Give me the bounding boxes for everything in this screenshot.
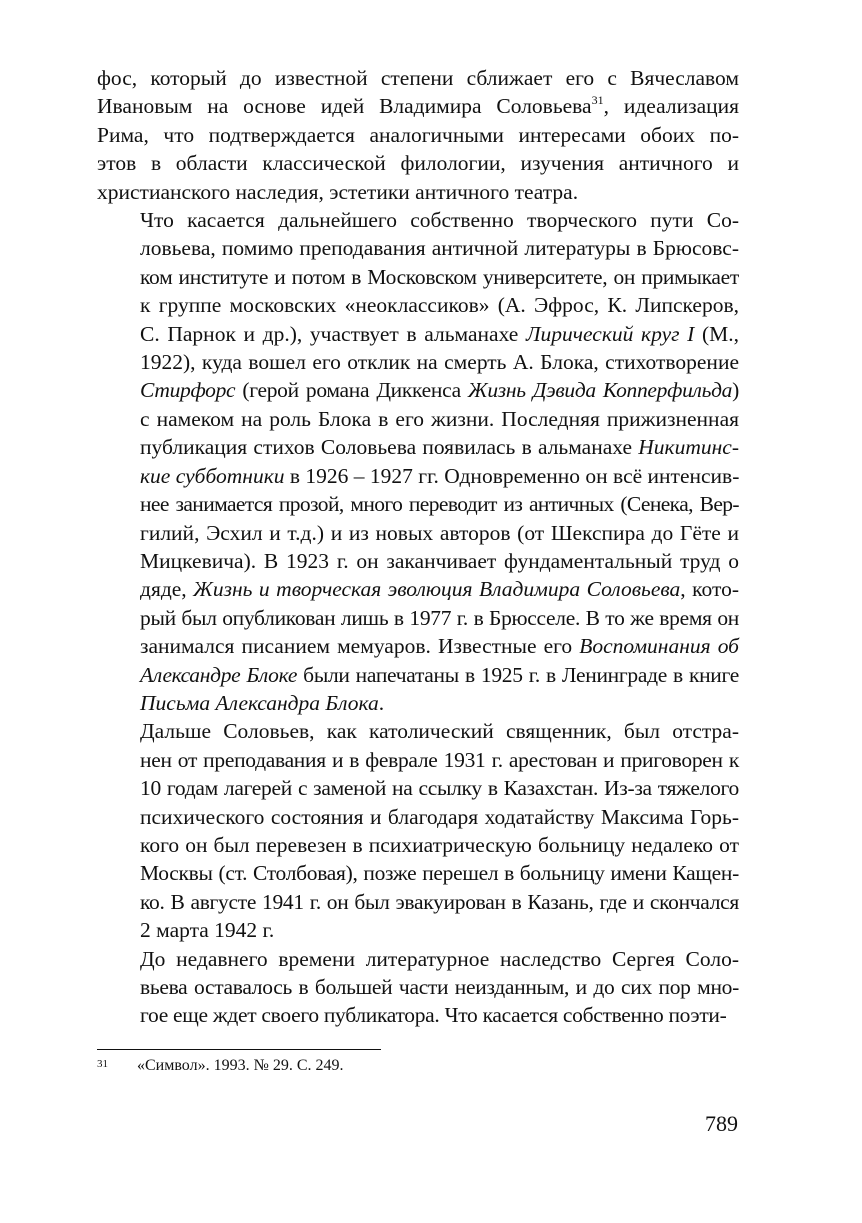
text-segment: к группе московских «неоклассиков» (А. Эфрос, К. Липскеров, xyxy=(140,293,739,318)
text-segment: (М., xyxy=(694,321,740,346)
text-segment: , идеализация xyxy=(603,94,740,119)
text-line xyxy=(97,689,739,717)
text-line xyxy=(97,1001,739,1029)
text-line xyxy=(97,632,739,660)
text-line xyxy=(97,178,739,206)
text-segment: Рима, что подтверждается аналогичными интересами обоих по- xyxy=(97,122,739,147)
text-segment: С. Парнок и др.), участвует в альманахе xyxy=(140,321,526,346)
text-line xyxy=(97,462,739,490)
text-line xyxy=(97,604,739,632)
text-line xyxy=(97,519,739,547)
text-segment: Что касается дальнейшего собственно творческого пути Со- xyxy=(140,208,739,233)
text-segment: были напечатаны в 1925 г. в Ленинграде в книге xyxy=(297,662,739,687)
text-line xyxy=(97,376,739,404)
text-segment: , кото- xyxy=(680,577,739,602)
text-segment: с намеком на роль Блока в его жизни. Последняя прижизненная xyxy=(140,406,739,431)
text-segment: нен от преподавания и в феврале 1931 г. арестован и приговорен к xyxy=(140,747,739,772)
text-line xyxy=(97,320,739,348)
text-segment: фос, который до известной степени сближает его с Вячеславом xyxy=(97,66,739,90)
text-line xyxy=(97,64,739,92)
text-segment: ловьева, помимо преподавания античной литературы в Брюсовс- xyxy=(140,236,739,261)
text-line xyxy=(97,774,739,802)
text-segment: рый был опубликован лишь в 1977 г. в Брюсселе. В то же время он xyxy=(140,605,739,630)
text-line xyxy=(97,859,739,887)
text-segment: До недавнего времени литературное наследство Сергея Соло- xyxy=(140,946,739,971)
text-line xyxy=(97,888,739,916)
text-segment: ) xyxy=(732,378,740,403)
text-segment: занимался писанием мемуаров. Известные его xyxy=(140,634,580,659)
italic-title: Лирический круг I xyxy=(525,321,695,346)
page-number: 789 xyxy=(705,1111,738,1136)
text-segment: Дальше Соловьев, как католический священник, был отстра- xyxy=(140,719,739,744)
footnote-number: 31 xyxy=(97,1058,108,1070)
text-segment: ко. В августе 1941 г. он был эвакуирован в Казань, где и скончался xyxy=(140,889,739,914)
text-segment: 1922), куда вошел его отклик на смерть А. Блока, стихотворение xyxy=(140,350,739,375)
text-segment: 10 годам лагерей с заменой на ссылку в Казахстан. Из-за тяжелого xyxy=(140,776,739,801)
text-line xyxy=(97,263,739,291)
text-segment: 2 марта 1942 г. xyxy=(140,918,275,943)
italic-title: Письма Александра Блока xyxy=(140,690,379,715)
italic-title: Александре Блоке xyxy=(140,662,298,687)
text-line xyxy=(97,717,739,745)
italic-title: кие субботники xyxy=(140,463,285,488)
text-line xyxy=(97,234,739,262)
footnote-divider xyxy=(97,1049,381,1050)
text-line xyxy=(97,973,739,1001)
text-line xyxy=(97,831,739,859)
text-line xyxy=(97,433,739,461)
footnote-text: «Символ». 1993. № 29. С. 249. xyxy=(137,1057,344,1074)
text-segment: Ивановым на основе идей Владимира Соловьева xyxy=(97,94,592,119)
text-segment: нее занимается прозой, много переводит из античных (Сенека, Вер- xyxy=(140,492,739,517)
text-segment: Москвы (ст. Столбовая), позже перешел в больницу имени Кащен- xyxy=(140,861,739,886)
text-segment: дяде, xyxy=(140,577,194,602)
text-line xyxy=(97,746,739,774)
text-segment: христианского наследия, эстетики античного театра. xyxy=(97,179,579,204)
text-line xyxy=(97,803,739,831)
italic-title: Воспоминания об xyxy=(579,634,739,659)
text-line xyxy=(97,661,739,689)
text-line xyxy=(97,547,739,575)
text-segment: . xyxy=(378,690,385,715)
italic-title: Жизнь Дэвида Копперфильда xyxy=(467,378,733,403)
italic-title: Стирфорс xyxy=(140,378,236,403)
text-line xyxy=(97,575,739,603)
text-line xyxy=(97,206,739,234)
footnote-reference: 31 xyxy=(591,93,604,108)
text-line xyxy=(97,291,739,319)
text-segment: гилий, Эсхил и т.д.) и из новых авторов (от Шекспира до Гёте и xyxy=(140,520,739,545)
paragraph xyxy=(97,717,739,944)
text-line xyxy=(97,149,739,177)
text-line xyxy=(97,945,739,973)
text-line xyxy=(97,490,739,518)
paragraph xyxy=(97,945,739,1030)
text-segment: (герой романа Диккенса xyxy=(235,378,468,403)
text-line xyxy=(97,92,739,120)
text-line xyxy=(97,348,739,376)
text-line xyxy=(97,121,739,149)
paragraph xyxy=(97,64,739,206)
text-segment: публикация стихов Соловьева появилась в альманахе xyxy=(140,435,639,460)
text-segment: кого он был перевезен в психиатрическую больницу недалеко от xyxy=(140,832,739,857)
italic-title: Жизнь и творческая эволюция Владимира Соловьева xyxy=(193,577,681,602)
text-segment: в 1926 – 1927 гг. Одновременно он всё интенсив- xyxy=(284,463,740,488)
text-line xyxy=(97,916,739,944)
text-line xyxy=(97,405,739,433)
text-segment: вьева оставалось в большей части неизданным, и до сих пор мно- xyxy=(140,975,739,999)
page-body-text xyxy=(97,64,739,1030)
text-segment: ком институте и потом в Московском университете, он примыкает xyxy=(140,264,739,289)
italic-title: Никитинс- xyxy=(638,435,739,460)
text-segment: этов в области классической филологии, изучения античного и xyxy=(97,151,739,176)
text-segment: Мицкевича). В 1923 г. он заканчивает фундаментальный труд о xyxy=(140,548,739,573)
paragraph xyxy=(97,206,739,717)
text-segment: психического состояния и благодаря ходатайству Максима Горь- xyxy=(140,804,739,829)
text-segment: гое еще ждет своего публикатора. Что касается собственно поэти- xyxy=(140,1003,727,1028)
